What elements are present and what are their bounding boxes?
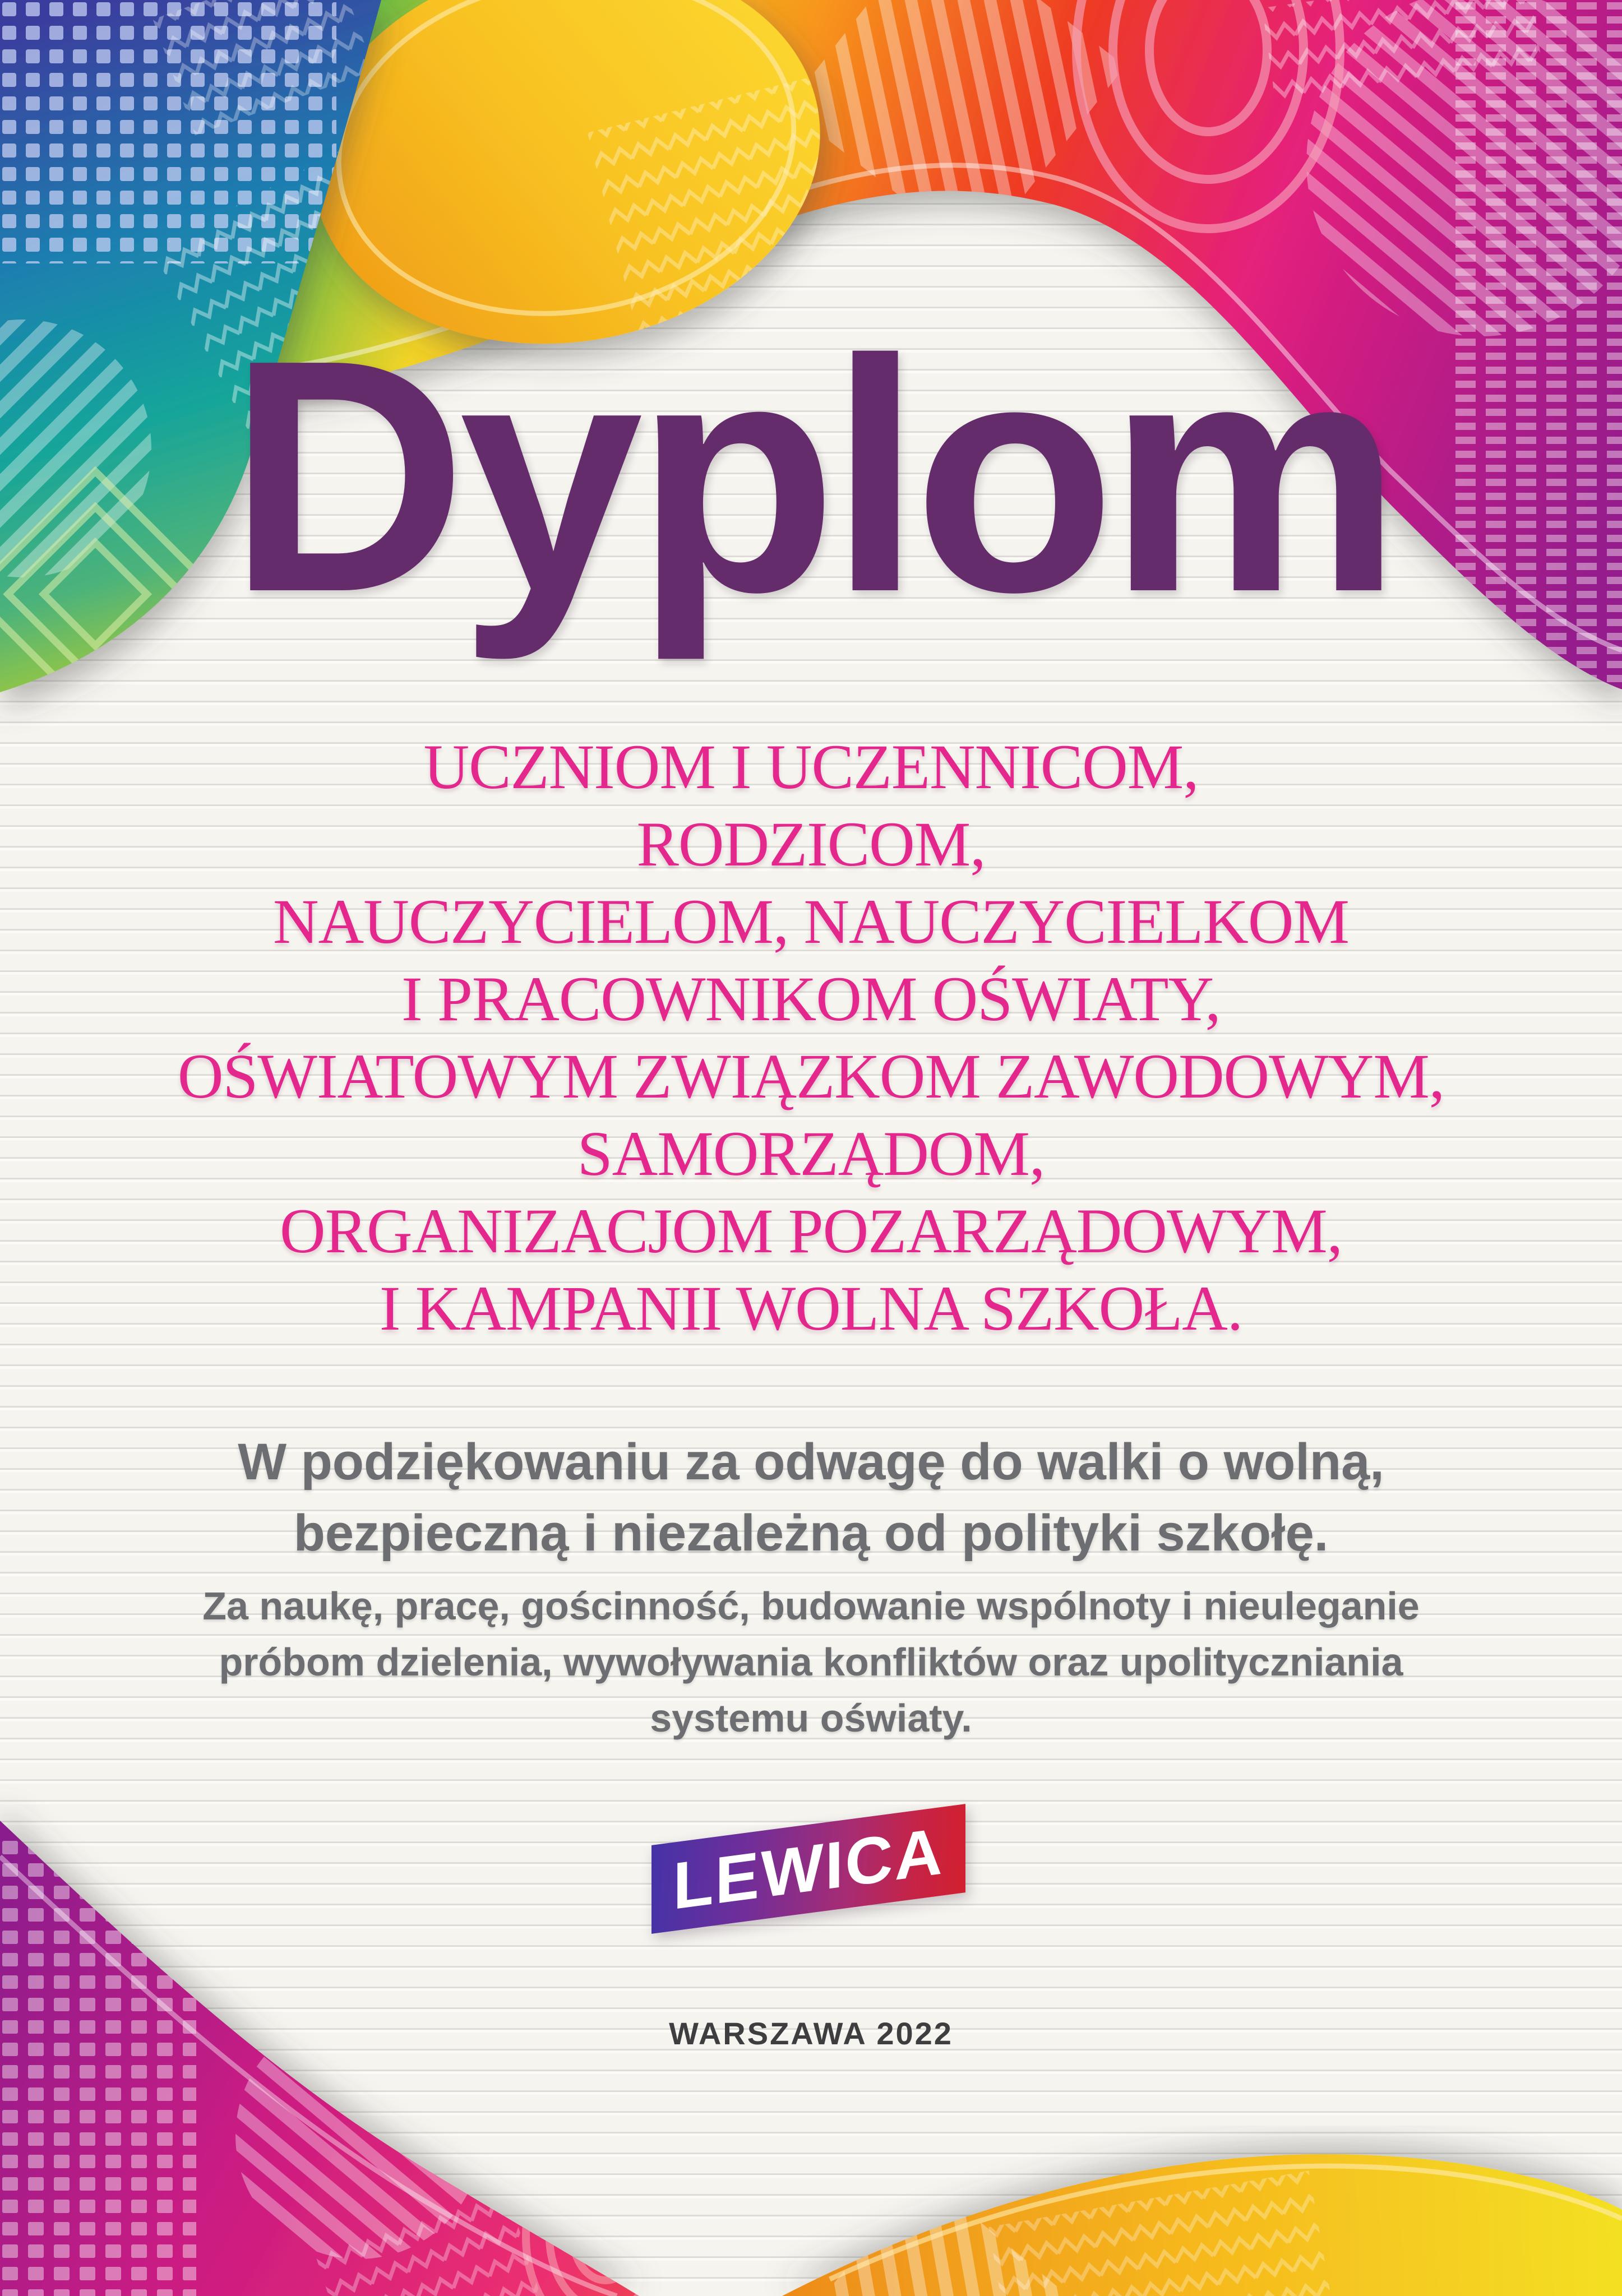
recipient-line: NAUCZYCIELOM, NAUCZYCIELKOM: [273, 887, 1349, 957]
recipient-line: I KAMPANII WOLNA SZKOŁA.: [379, 1274, 1243, 1344]
footer-place-year: WARSZAWA 2022: [669, 2016, 953, 2051]
recipient-line: UCZNIOM I UCZENNICOM,: [423, 732, 1199, 802]
dedication-detail: [0, 1578, 1622, 1746]
dedication-line: próbom dzielenia, wywoływania konfliktów oraz upolityczniania: [219, 1640, 1403, 1684]
recipients-block: [0, 729, 1622, 1348]
recipient-line: OŚWIATOWYM ZWIĄZKOM ZAWODOWYM,: [177, 1041, 1445, 1112]
certificate-title: Dyplom: [228, 291, 1394, 661]
recipient-line: RODZICOM,: [636, 809, 986, 879]
dedication-line: bezpieczną i niezależną od polityki szkołę.: [293, 1505, 1329, 1562]
lewica-logo-text: LEWICA: [672, 1814, 944, 1924]
dedication-emphasis: [0, 1427, 1622, 1569]
dedication-line: W podziękowaniu za odwagę do walki o wolną,: [238, 1433, 1384, 1490]
recipient-line: SAMORZĄDOM,: [577, 1119, 1045, 1189]
recipient-line: I PRACOWNIKOM OŚWIATY,: [401, 964, 1221, 1034]
dedication-line: systemu oświaty.: [650, 1696, 972, 1740]
lewica-logo: [651, 1804, 965, 1934]
dedication-line: Za naukę, pracę, gościnność, budowanie wspólnoty i nieuleganie: [202, 1584, 1420, 1628]
recipient-line: ORGANIZACJOM POZARZĄDOWYM,: [280, 1196, 1342, 1266]
